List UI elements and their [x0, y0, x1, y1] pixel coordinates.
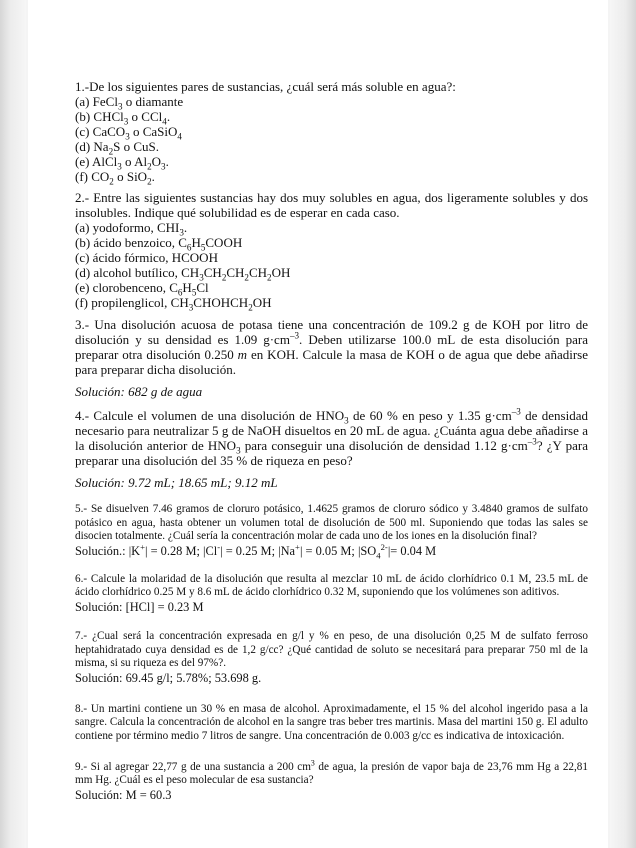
exercise-1-question: 1.-De los siguientes pares de sustancias, ¿cuál será más soluble en agua?:	[75, 79, 456, 94]
exercise-8-question: 8.- Un martini contiene un 30 % en masa de alcohol. Aproximadamente, el 15 % del alcohol ingerido pasa a la sangre. Calcula la concentración de alcohol en la sangre tras beber tres martinis. Masa del martini 150 g. El adulto contiene por término medio 7 litros de sangre. Una concentración de 0.003 g/cc es indicativa de intoxicación.	[75, 702, 588, 742]
exercise-5-solution: Solución.: |K+| = 0.28 M; |Cl-| = 0.25 M; |Na+| = 0.05 M; $|SO_4^{2-}|= 0.04$ M	[75, 541, 437, 561]
exercise-9	[75, 757, 588, 803]
exercise-2-question: 2.- Entre las siguientes sustancias hay dos muy solubles en agua, dos ligeramente solubles y dos insolubles. Indique qué solubilidad es de esperar en cada caso.	[75, 190, 588, 220]
exercise-5	[75, 503, 588, 559]
exercise-1-option-c: (c) CaCO$_3$ o CaSiO$_4$	[75, 124, 182, 142]
exercise-2-option-b: (b) ácido benzoico, $C_6H_5COOH$	[75, 235, 243, 253]
exercise-8	[75, 703, 588, 744]
document-page	[28, 0, 608, 848]
exercise-5-question: 5.- Se disuelven 7.46 gramos de cloruro potásico, 1.4625 gramos de cloruro sódico y 3.4840 gramos de sulfato potásico en agua, hasta obtener un volumen total de disolución de 500 ml. Suponiendo que todas las sales se disocien totalmente. ¿Cuál sería la concentración molar de cada uno de los iones en la disolución final?	[75, 503, 588, 543]
exercise-2-option-e: (e) clorobenceno, $C_6H_5Cl$	[75, 280, 209, 298]
exercise-3-question: 3.- Una disolución acuosa de potasa tiene una concentración de 109.2 g de KOH por litro de disolución y su densidad es 1.09 $g\cdot cm^{-3}$. Deben utilizarse 100.0 mL de esta disolución para preparar otra disolución 0.250 m en KOH. Calcule la masa de KOH o de agua que debe añadirse para preparar dicha disolución.	[75, 317, 588, 377]
exercise-4-question: 4.- Calcule el volumen de una disolución de $HNO_3$ de 60 % en peso y 1.35 $g\cdot cm^{-3}$ de densidad necesario para neutralizar 5 g de NaOH disueltos en 20 mL de agua. ¿Cuánta agua debe añadirse a la disolución anterior de $HNO_3$ para conseguir una disolución de densidad 1.12 $g\cdot cm^{-3}$? ¿Y para preparar una disolución del 35 % de riqueza en peso?	[75, 406, 588, 468]
left-margin-strip	[0, 0, 26, 848]
exercise-4	[75, 408, 588, 490]
exercise-3-solution: Solución: 682 g de agua	[75, 384, 203, 399]
exercise-2-option-a: (a) yodoformo, $CHI_3$.	[75, 220, 188, 238]
exercise-2	[75, 190, 588, 313]
exercise-2-option-f: (f) propilenglicol, $CH_3CHOHCH_2OH$	[75, 295, 272, 313]
document-content	[75, 75, 588, 803]
exercise-7-solution: Solución: 69.45 g/l; 5.78%; 53.698 g.	[75, 670, 262, 685]
exercise-1-option-f: (f) $CO_2$ o SiO$_2$.	[75, 169, 155, 187]
right-margin-strip	[610, 0, 636, 848]
exercise-7	[75, 630, 588, 686]
exercise-2-option-d: (d) alcohol butílico, $CH_3CH_2CH_2CH_2OH$	[75, 265, 291, 283]
exercise-1-option-d: (d) $Na_2S$ o CuS.	[75, 139, 160, 157]
exercise-1-option-b: (b) CHCl$_3$ o CCl$_4$.	[75, 109, 171, 127]
exercise-4-solution: Solución: 9.72 mL; 18.65 mL; 9.12 mL	[75, 475, 278, 490]
exercise-6-solution: Solución: [HCl] = 0.23 M	[75, 599, 204, 614]
exercise-9-solution: Solución: M = 60.3	[75, 787, 172, 802]
exercise-6-question: 6.- Calcule la molaridad de la disolución que resulta al mezclar 10 mL de ácido clorhídrico 0.1 M, 23.5 mL de ácido clorhídrico 0.25 M y 8.6 mL de ácido clorhídrico 0.32 M, suponiendo que los volúmenes son aditivos.	[75, 572, 588, 599]
exercise-6	[75, 573, 588, 615]
exercise-9-question: 9.- Si al agregar 22,77 g de una sustancia a 200 $cm^3$ de agua, la presión de vapor baja de 23,76 mm Hg a 22,81 mm Hg. ¿Cuál es el peso molecular de esa sustancia?	[75, 757, 588, 787]
exercise-1-option-a: (a) FeCl$_3$ o diamante	[75, 94, 184, 112]
exercise-1	[75, 79, 588, 187]
exercise-3	[75, 317, 588, 399]
exercise-2-option-c: (c) ácido fórmico, HCOOH	[75, 250, 218, 265]
exercise-1-option-e: (e) AlCl$_3$ o $Al_2O_3$.	[75, 154, 169, 172]
exercise-7-question: 7.- ¿Cual será la concentración expresada en g/l y % en peso, de una disolución 0,25 M de sulfato ferroso heptahidratado cuya densidad es de 1,2 g/cc? ¿Qué cantidad de soluto se necesitará para preparar 750 ml de la misma, si su riqueza es del 97%?.	[75, 629, 588, 670]
